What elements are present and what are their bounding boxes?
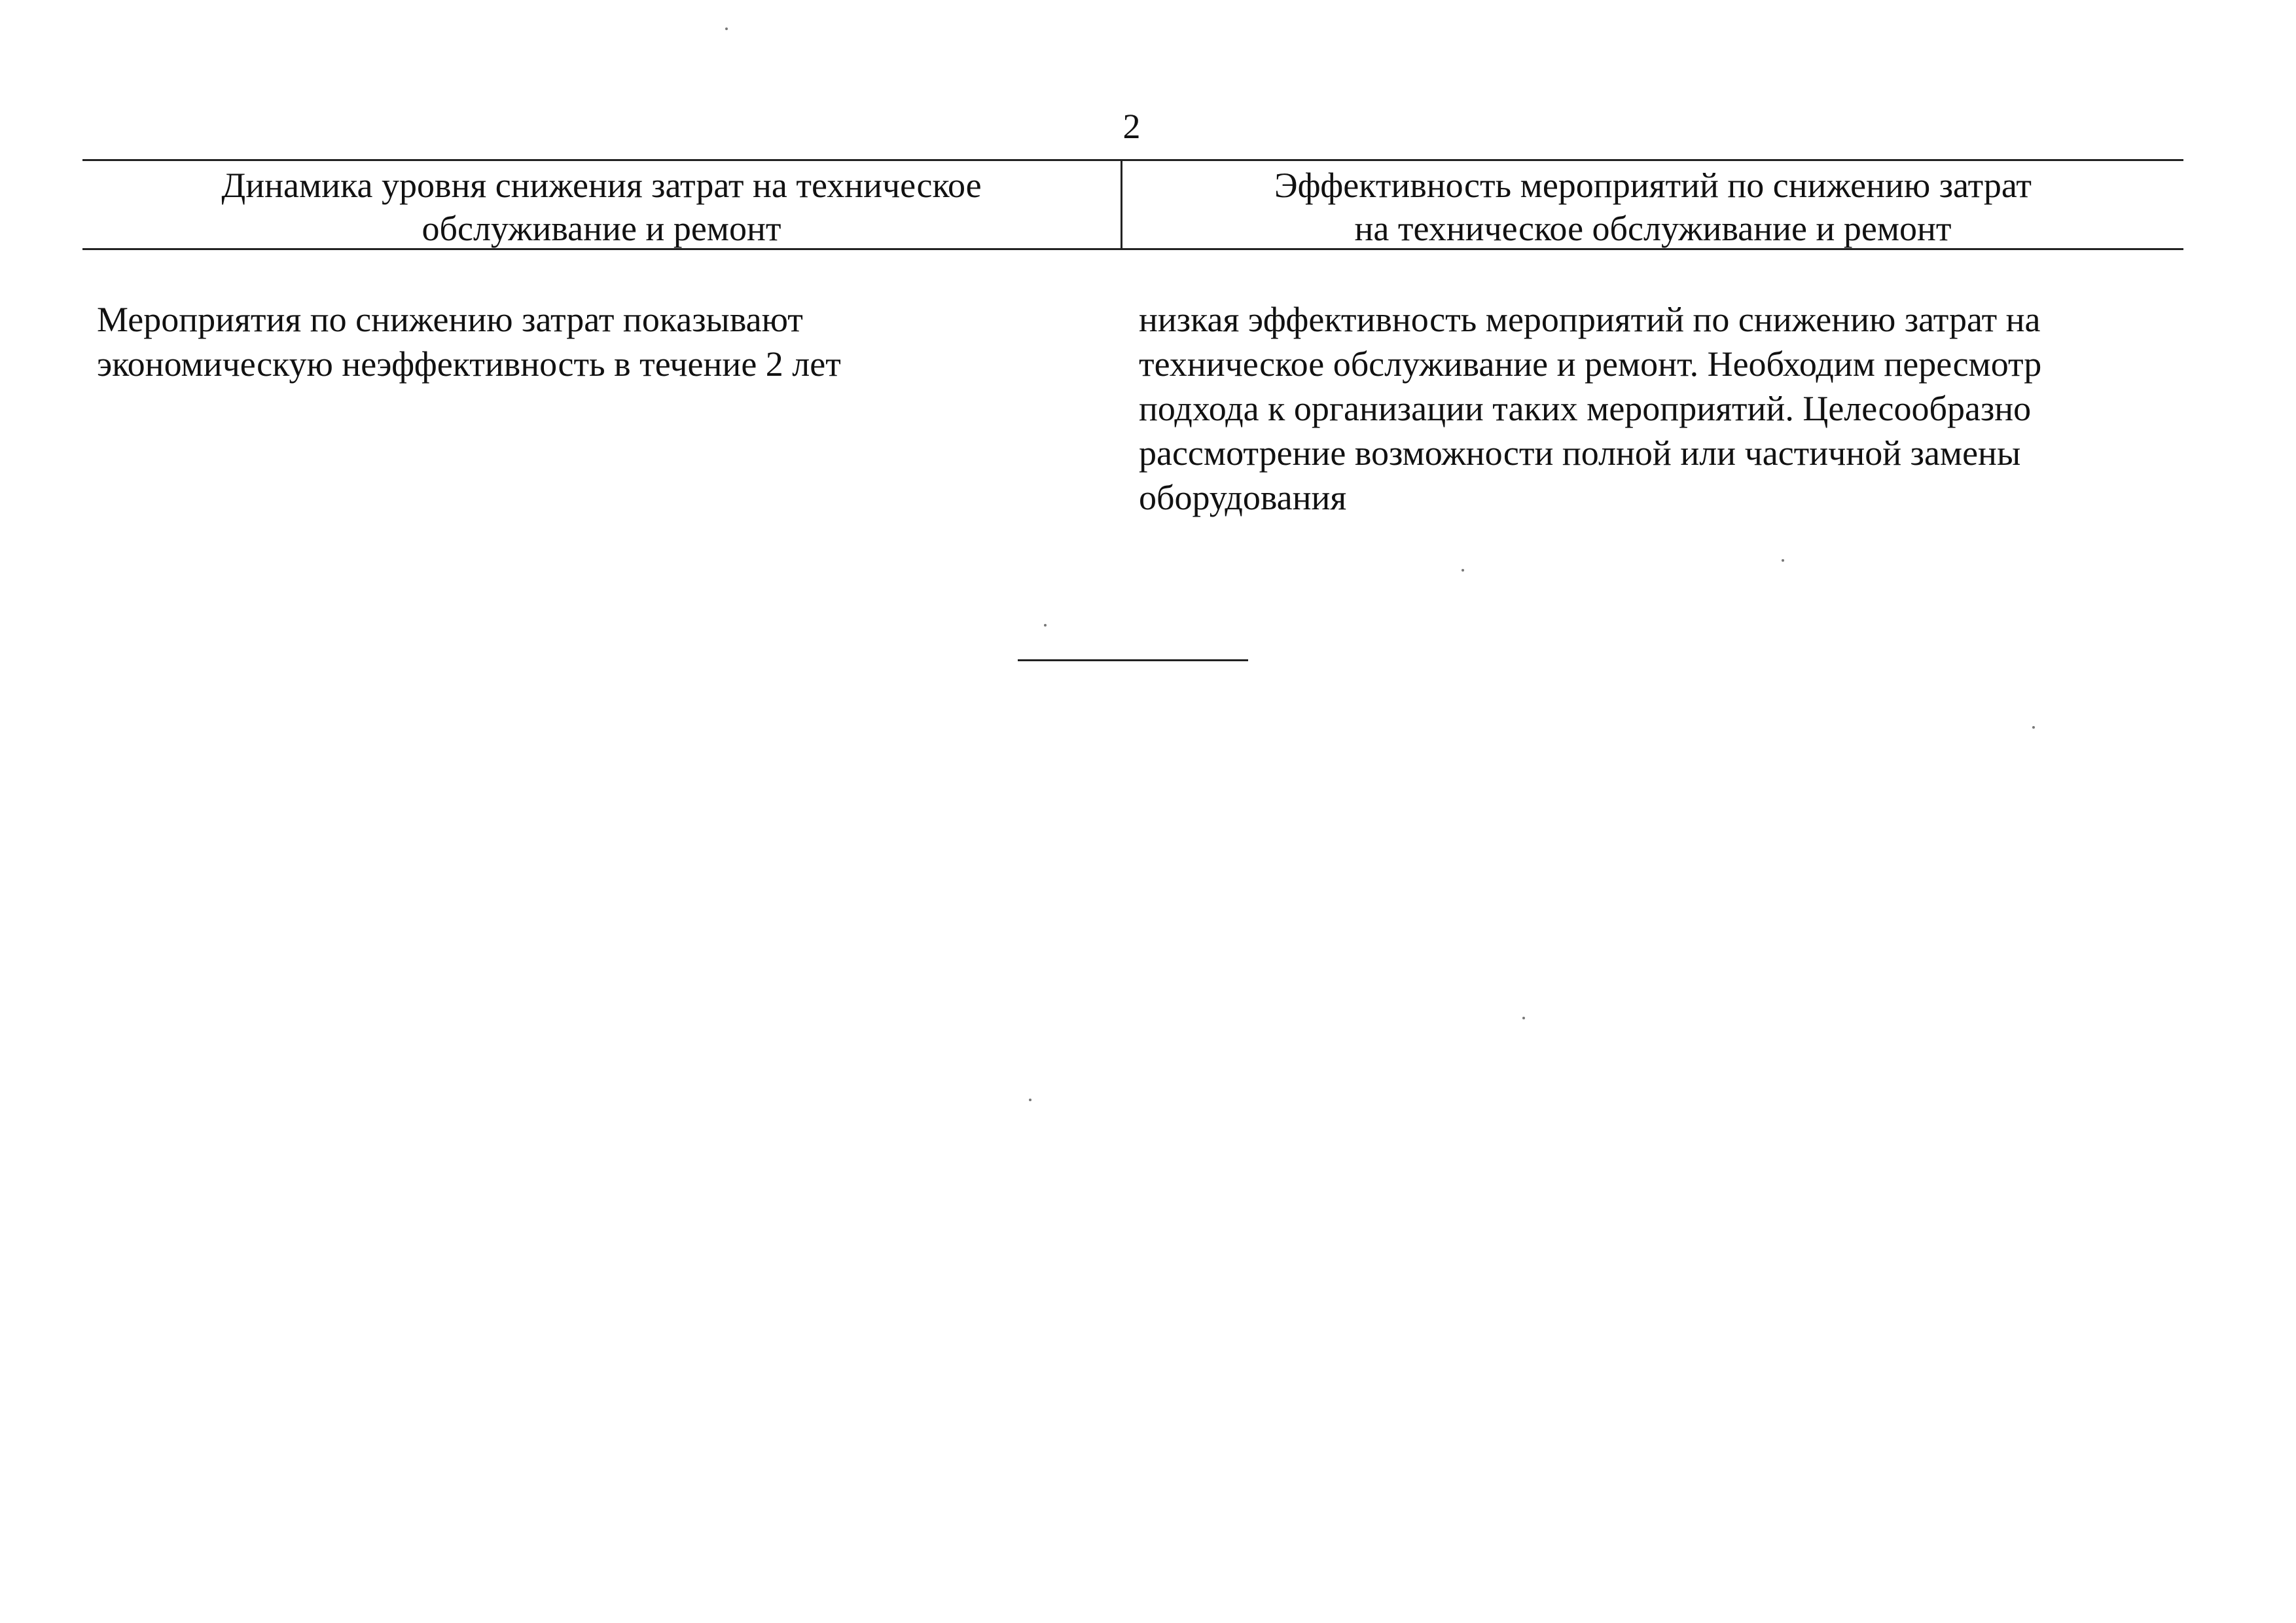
column-header-effectiveness: Эффективность мероприятий по снижению затрат на техническое обслуживание и ремонт [1274, 166, 2032, 248]
scan-speck [1462, 569, 1464, 572]
page-number: 2 [1122, 107, 1141, 146]
column-header-dynamics: Динамика уровня снижения затрат на техническое обслуживание и ремонт [221, 166, 982, 248]
scan-speck [1044, 624, 1047, 627]
scan-speck [1782, 559, 1784, 562]
scan-speck [2032, 726, 2035, 729]
table-cell-dynamics: Мероприятия по снижению затрат показывают экономическую неэффективность в течение 2 лет [97, 300, 841, 384]
table-top-border [82, 159, 2183, 161]
scan-speck [725, 27, 728, 30]
scan-speck [1522, 1017, 1525, 1019]
scan-speck [1029, 1099, 1031, 1101]
table-cell-effectiveness: низкая эффективность мероприятий по снижению затрат на техническое обслуживание и ремонт. Необходим пересмотр подхода к организации таких мероприятий. Целесообразно рассмотрение возможности полной или частичной замены оборудования [1139, 300, 2042, 517]
end-of-document-line [1018, 659, 1248, 661]
